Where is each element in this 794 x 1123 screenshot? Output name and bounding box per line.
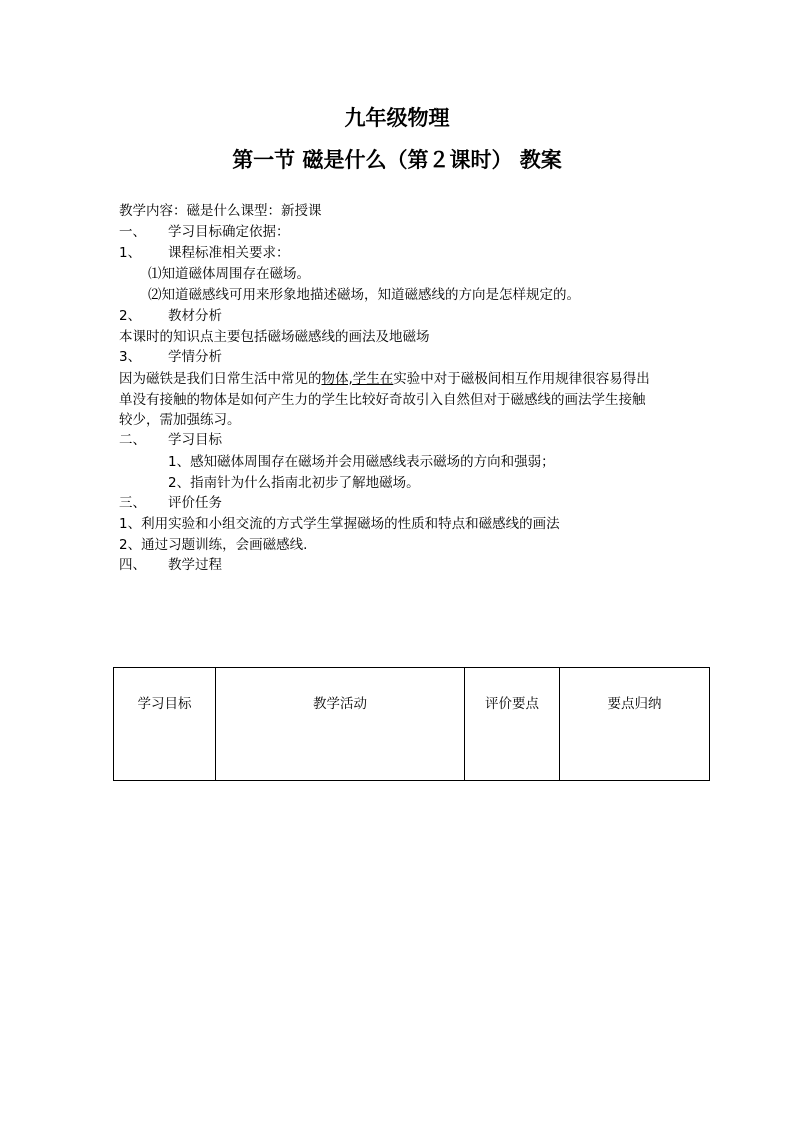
section-number: 三、 bbox=[119, 495, 146, 511]
section-number: 1、 bbox=[119, 245, 142, 261]
text-run: 因为磁铁是我们日常生活中常见的 bbox=[119, 371, 322, 387]
lesson-title: 第一节 磁是什么（第２课时） 教案 bbox=[232, 147, 562, 172]
section-title: 教材分析 bbox=[168, 308, 222, 324]
requirement-item: ⑵知道磁感线可用来形象地描述磁场，知道磁感线的方向是怎样规定的。 bbox=[148, 287, 580, 303]
paragraph-line: 单没有接触的物体是如何产生力的学生比较好奇故引入自然但对于磁感线的画法学生接触 bbox=[119, 392, 646, 408]
section-heading bbox=[119, 243, 290, 263]
underlined-text: 学生在 bbox=[352, 371, 394, 387]
paragraph-line bbox=[119, 369, 650, 389]
section-title: 评价任务 bbox=[168, 495, 222, 511]
section-number: 二、 bbox=[119, 432, 146, 448]
section-heading bbox=[119, 493, 222, 513]
underlined-text: 物体, bbox=[321, 371, 353, 387]
content-line: 教学内容：磁是什么课型：新授课 bbox=[119, 203, 322, 219]
section-title: 学习目标 bbox=[168, 432, 222, 448]
goal-item: 2、指南针为什么指南北初步了解地磁场。 bbox=[168, 475, 420, 491]
section-title: 教学过程 bbox=[168, 557, 222, 573]
section-heading bbox=[119, 347, 222, 367]
task-item: 1、利用实验和小组交流的方式学生掌握磁场的性质和特点和磁感线的画法 bbox=[119, 516, 560, 532]
section-heading bbox=[119, 222, 290, 242]
section-title: 学情分析 bbox=[168, 349, 222, 365]
requirement-item: ⑴知道磁体周围存在磁场。 bbox=[148, 266, 310, 282]
document-subject: 九年级物理 bbox=[344, 105, 450, 130]
section-number: 一、 bbox=[119, 224, 146, 240]
teaching-process-table bbox=[113, 667, 710, 781]
text-run: 实验中对于磁极间相互作用规律很容易得出 bbox=[393, 371, 650, 387]
section-title: 学习目标确定依据： bbox=[168, 224, 290, 240]
section-number: 3、 bbox=[119, 349, 142, 365]
goal-item: 1、感知磁体周围存在磁场并会用磁感线表示磁场的方向和强弱； bbox=[168, 454, 555, 470]
table-row bbox=[114, 668, 710, 781]
section-title: 课程标准相关要求： bbox=[168, 245, 290, 261]
section-heading bbox=[119, 306, 222, 326]
table-header-cell: 评价要点 bbox=[465, 668, 560, 781]
section-number: 四、 bbox=[119, 557, 146, 573]
table-header-cell: 教学活动 bbox=[216, 668, 465, 781]
task-item: 2、通过习题训练，会画磁感线. bbox=[119, 537, 308, 553]
table-header-cell: 学习目标 bbox=[114, 668, 216, 781]
paragraph: 本课时的知识点主要包括磁场磁感线的画法及地磁场 bbox=[119, 329, 430, 345]
section-heading bbox=[119, 555, 222, 575]
section-number: 2、 bbox=[119, 308, 142, 324]
table-header-cell: 要点归纳 bbox=[560, 668, 710, 781]
section-heading bbox=[119, 430, 222, 450]
paragraph-line: 较少，需加强练习。 bbox=[119, 412, 241, 428]
